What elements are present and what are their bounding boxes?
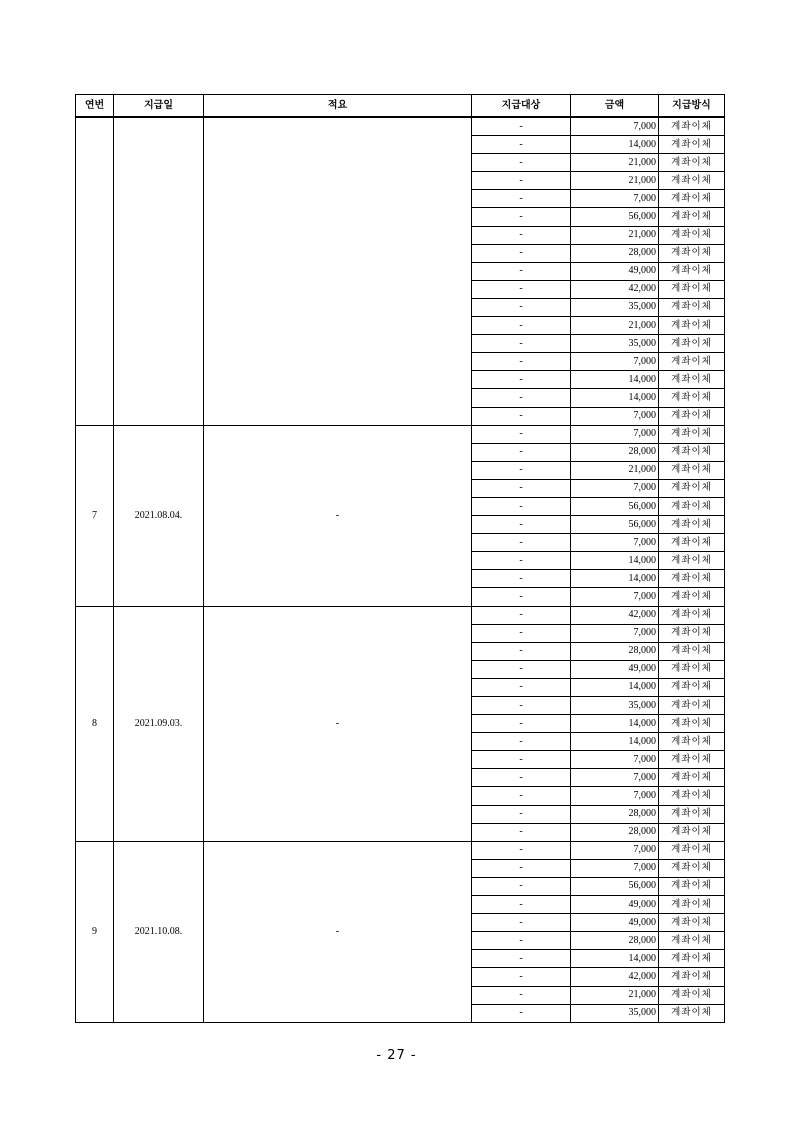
amount-cell: 7,000: [571, 479, 659, 497]
amount-cell: 14,000: [571, 950, 659, 968]
header-method: 지급방식: [659, 95, 725, 118]
target-cell: -: [472, 117, 571, 136]
target-cell: -: [472, 353, 571, 371]
target-cell: -: [472, 733, 571, 751]
target-cell: -: [472, 461, 571, 479]
amount-cell: 21,000: [571, 154, 659, 172]
target-cell: -: [472, 317, 571, 335]
target-cell: -: [472, 534, 571, 552]
target-cell: -: [472, 516, 571, 534]
amount-cell: 56,000: [571, 516, 659, 534]
method-cell: 계좌이체: [659, 407, 725, 425]
method-cell: 계좌이체: [659, 190, 725, 208]
amount-cell: 28,000: [571, 244, 659, 262]
method-cell: 계좌이체: [659, 823, 725, 841]
amount-cell: 49,000: [571, 262, 659, 280]
target-cell: -: [472, 859, 571, 877]
method-cell: 계좌이체: [659, 570, 725, 588]
target-cell: -: [472, 552, 571, 570]
target-cell: -: [472, 497, 571, 515]
method-cell: 계좌이체: [659, 461, 725, 479]
amount-cell: 28,000: [571, 443, 659, 461]
target-cell: -: [472, 678, 571, 696]
method-cell: 계좌이체: [659, 932, 725, 950]
target-cell: -: [472, 407, 571, 425]
header-memo: 적요: [204, 95, 472, 118]
method-cell: 계좌이체: [659, 335, 725, 353]
table-row: [76, 841, 725, 859]
amount-cell: 7,000: [571, 588, 659, 606]
target-cell: -: [472, 642, 571, 660]
method-cell: 계좌이체: [659, 208, 725, 226]
target-cell: -: [472, 841, 571, 859]
target-cell: -: [472, 624, 571, 642]
payment-table: [75, 94, 725, 1023]
method-cell: 계좌이체: [659, 552, 725, 570]
method-cell: 계좌이체: [659, 715, 725, 733]
target-cell: -: [472, 823, 571, 841]
amount-cell: 21,000: [571, 226, 659, 244]
target-cell: -: [472, 877, 571, 895]
method-cell: 계좌이체: [659, 805, 725, 823]
amount-cell: 42,000: [571, 280, 659, 298]
amount-cell: 42,000: [571, 606, 659, 624]
method-cell: 계좌이체: [659, 588, 725, 606]
amount-cell: 28,000: [571, 823, 659, 841]
method-cell: 계좌이체: [659, 497, 725, 515]
method-cell: 계좌이체: [659, 896, 725, 914]
amount-cell: 7,000: [571, 859, 659, 877]
amount-cell: 21,000: [571, 461, 659, 479]
method-cell: 계좌이체: [659, 624, 725, 642]
memo-cell: -: [204, 841, 472, 1022]
method-cell: 계좌이체: [659, 317, 725, 335]
amount-cell: 14,000: [571, 552, 659, 570]
target-cell: -: [472, 697, 571, 715]
method-cell: 계좌이체: [659, 950, 725, 968]
amount-cell: 14,000: [571, 371, 659, 389]
target-cell: -: [472, 371, 571, 389]
target-cell: -: [472, 1004, 571, 1022]
method-cell: 계좌이체: [659, 172, 725, 190]
target-cell: -: [472, 154, 571, 172]
method-cell: 계좌이체: [659, 479, 725, 497]
amount-cell: 21,000: [571, 986, 659, 1004]
amount-cell: 28,000: [571, 642, 659, 660]
amount-cell: 7,000: [571, 534, 659, 552]
header-date: 지급일: [114, 95, 204, 118]
amount-cell: 56,000: [571, 497, 659, 515]
amount-cell: 7,000: [571, 190, 659, 208]
page-number: - 27 -: [376, 1048, 417, 1063]
target-cell: -: [472, 208, 571, 226]
target-cell: -: [472, 443, 571, 461]
date-cell: 2021.09.03.: [114, 606, 204, 841]
method-cell: 계좌이체: [659, 425, 725, 443]
target-cell: -: [472, 479, 571, 497]
target-cell: -: [472, 932, 571, 950]
seq-cell: 7: [76, 425, 114, 606]
target-cell: -: [472, 751, 571, 769]
target-cell: -: [472, 896, 571, 914]
seq-cell: 8: [76, 606, 114, 841]
method-cell: 계좌이체: [659, 154, 725, 172]
target-cell: -: [472, 298, 571, 316]
method-cell: 계좌이체: [659, 226, 725, 244]
method-cell: 계좌이체: [659, 678, 725, 696]
method-cell: 계좌이체: [659, 660, 725, 678]
method-cell: 계좌이체: [659, 841, 725, 859]
date-cell: [114, 117, 204, 425]
amount-cell: 28,000: [571, 932, 659, 950]
target-cell: -: [472, 425, 571, 443]
method-cell: 계좌이체: [659, 769, 725, 787]
target-cell: -: [472, 190, 571, 208]
amount-cell: 49,000: [571, 896, 659, 914]
target-cell: -: [472, 787, 571, 805]
amount-cell: 14,000: [571, 570, 659, 588]
method-cell: 계좌이체: [659, 1004, 725, 1022]
target-cell: -: [472, 715, 571, 733]
date-cell: 2021.10.08.: [114, 841, 204, 1022]
target-cell: -: [472, 968, 571, 986]
seq-cell: 9: [76, 841, 114, 1022]
method-cell: 계좌이체: [659, 642, 725, 660]
target-cell: -: [472, 262, 571, 280]
amount-cell: 7,000: [571, 425, 659, 443]
target-cell: -: [472, 606, 571, 624]
target-cell: -: [472, 950, 571, 968]
amount-cell: 35,000: [571, 298, 659, 316]
target-cell: -: [472, 226, 571, 244]
amount-cell: 35,000: [571, 697, 659, 715]
method-cell: 계좌이체: [659, 371, 725, 389]
amount-cell: 21,000: [571, 317, 659, 335]
table-row: [76, 425, 725, 443]
header-seq: 연번: [76, 95, 114, 118]
amount-cell: 7,000: [571, 117, 659, 136]
target-cell: -: [472, 805, 571, 823]
table-body: [76, 117, 725, 1022]
table-row: [76, 606, 725, 624]
method-cell: 계좌이체: [659, 733, 725, 751]
seq-cell: [76, 117, 114, 425]
amount-cell: 14,000: [571, 733, 659, 751]
memo-cell: -: [204, 425, 472, 606]
method-cell: 계좌이체: [659, 244, 725, 262]
amount-cell: 7,000: [571, 353, 659, 371]
amount-cell: 56,000: [571, 877, 659, 895]
amount-cell: 7,000: [571, 841, 659, 859]
amount-cell: 7,000: [571, 769, 659, 787]
method-cell: 계좌이체: [659, 697, 725, 715]
method-cell: 계좌이체: [659, 117, 725, 136]
amount-cell: 35,000: [571, 1004, 659, 1022]
amount-cell: 56,000: [571, 208, 659, 226]
method-cell: 계좌이체: [659, 877, 725, 895]
method-cell: 계좌이체: [659, 606, 725, 624]
method-cell: 계좌이체: [659, 262, 725, 280]
amount-cell: 42,000: [571, 968, 659, 986]
date-cell: 2021.08.04.: [114, 425, 204, 606]
table-header: [76, 95, 725, 118]
method-cell: 계좌이체: [659, 443, 725, 461]
amount-cell: 14,000: [571, 136, 659, 154]
memo-cell: [204, 117, 472, 425]
target-cell: -: [472, 570, 571, 588]
amount-cell: 21,000: [571, 172, 659, 190]
method-cell: 계좌이체: [659, 389, 725, 407]
amount-cell: 7,000: [571, 407, 659, 425]
method-cell: 계좌이체: [659, 280, 725, 298]
target-cell: -: [472, 389, 571, 407]
amount-cell: 14,000: [571, 389, 659, 407]
target-cell: -: [472, 244, 571, 262]
amount-cell: 28,000: [571, 805, 659, 823]
method-cell: 계좌이체: [659, 534, 725, 552]
method-cell: 계좌이체: [659, 136, 725, 154]
target-cell: -: [472, 914, 571, 932]
target-cell: -: [472, 280, 571, 298]
target-cell: -: [472, 769, 571, 787]
method-cell: 계좌이체: [659, 353, 725, 371]
amount-cell: 7,000: [571, 624, 659, 642]
method-cell: 계좌이체: [659, 787, 725, 805]
method-cell: 계좌이체: [659, 914, 725, 932]
amount-cell: 7,000: [571, 751, 659, 769]
method-cell: 계좌이체: [659, 298, 725, 316]
method-cell: 계좌이체: [659, 986, 725, 1004]
amount-cell: 14,000: [571, 678, 659, 696]
method-cell: 계좌이체: [659, 751, 725, 769]
amount-cell: 49,000: [571, 914, 659, 932]
memo-cell: -: [204, 606, 472, 841]
method-cell: 계좌이체: [659, 516, 725, 534]
target-cell: -: [472, 986, 571, 1004]
target-cell: -: [472, 588, 571, 606]
table-row: [76, 117, 725, 136]
header-amount: 금액: [571, 95, 659, 118]
target-cell: -: [472, 172, 571, 190]
target-cell: -: [472, 136, 571, 154]
method-cell: 계좌이체: [659, 968, 725, 986]
header-target: 지급대상: [472, 95, 571, 118]
amount-cell: 35,000: [571, 335, 659, 353]
amount-cell: 14,000: [571, 715, 659, 733]
method-cell: 계좌이체: [659, 859, 725, 877]
amount-cell: 7,000: [571, 787, 659, 805]
amount-cell: 49,000: [571, 660, 659, 678]
target-cell: -: [472, 660, 571, 678]
target-cell: -: [472, 335, 571, 353]
